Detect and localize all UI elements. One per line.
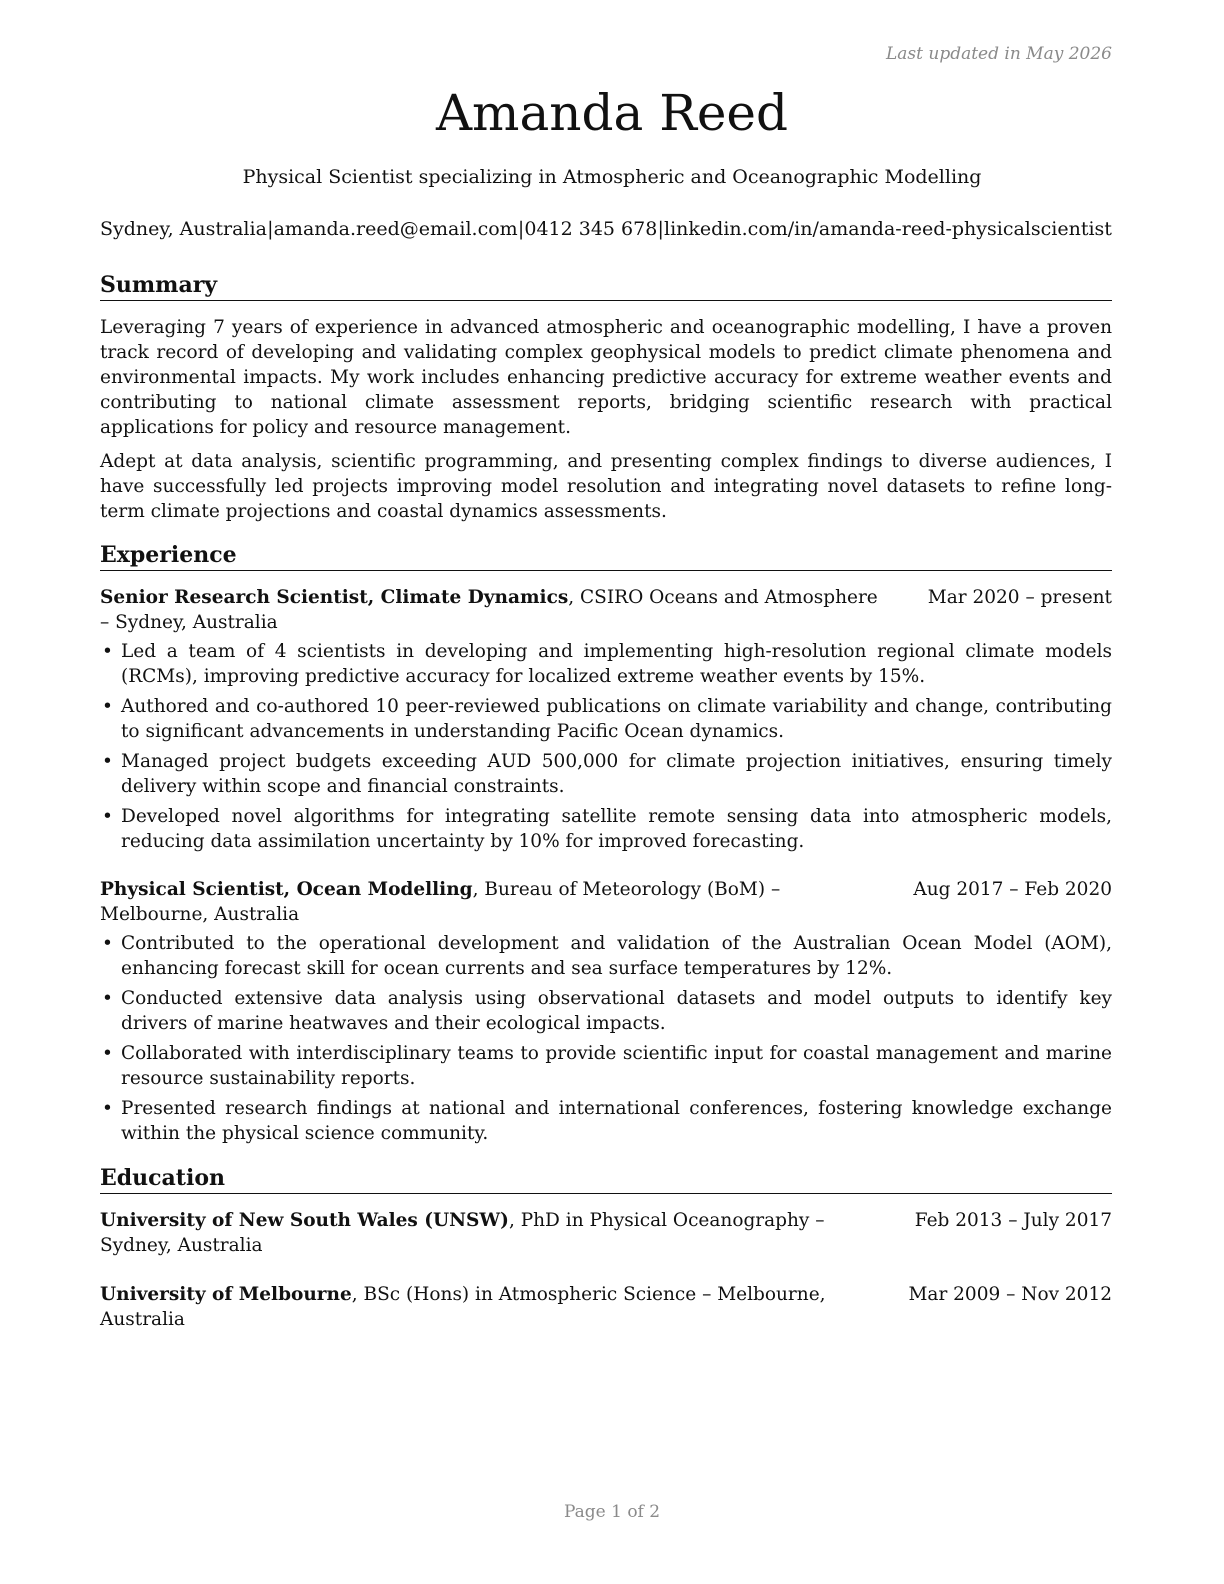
education-entry	[100, 1208, 1112, 1258]
contact-phone: 0412 345 678	[524, 218, 658, 240]
job-bullet: • Managed project budgets exceeding AUD 500,000 for climate projection initiatives, ensuring timely delivery within scope and financial constraints.	[100, 749, 1112, 799]
job-header	[100, 585, 1112, 635]
job-dates: Mar 2020 – present	[927, 587, 1112, 608]
job-bullet: • Presented research findings at national and international conferences, fostering knowledge exchange within the physical science community.	[100, 1096, 1112, 1146]
education-dates: Feb 2013 – July 2017	[914, 1210, 1112, 1231]
contact-separator: |	[267, 218, 274, 240]
job-bullets	[100, 639, 1112, 854]
page-number: Page 1 of 2	[563, 1502, 661, 1522]
education-detail: , BSc (Hons) in Atmospheric Science – Melbourne, Australia	[100, 1284, 826, 1330]
contact-linkedin[interactable]: linkedin.com/in/amanda-reed-physicalscientist	[664, 218, 1112, 240]
job-bullet: • Developed novel algorithms for integrating satellite remote sensing data into atmospheric models, reducing data assimilation uncertainty by 10% for improved forecasting.	[100, 804, 1112, 854]
education-detail: , PhD in Physical Oceanography – Sydney, Australia	[100, 1210, 825, 1256]
job-header	[100, 877, 1112, 927]
job-bullet: • Conducted extensive data analysis using observational datasets and model outputs to identify key drivers of marine heatwaves and their ecological impacts.	[100, 986, 1112, 1036]
job-role: Physical Scientist, Ocean Modelling	[100, 879, 473, 900]
contact-separator: |	[517, 218, 525, 240]
job-bullet: • Contributed to the operational development and validation of the Australian Ocean Model (AOM), enhancing forecast skill for ocean currents and sea surface temperatures by 12%.	[100, 931, 1112, 981]
job-bullets	[100, 931, 1112, 1146]
experience-heading: Experience	[100, 540, 1112, 571]
candidate-name: Amanda Reed	[435, 84, 789, 142]
contact-location: Sydney, Australia	[100, 218, 267, 240]
job-org: , Bureau of Meteorology (BoM) – Melbourne, Australia	[100, 879, 781, 925]
contact-email[interactable]: amanda.reed@email.com	[273, 218, 518, 240]
job-bullet: • Authored and co-authored 10 peer-reviewed publications on climate variability and change, contributing to significant advancements in understanding Pacific Ocean dynamics.	[100, 694, 1112, 744]
job-role: Senior Research Scientist, Climate Dynamics	[100, 587, 569, 608]
job-entry	[100, 877, 1112, 1146]
job-entry	[100, 585, 1112, 854]
job-bullet: • Collaborated with interdisciplinary teams to provide scientific input for coastal management and marine resource sustainability reports.	[100, 1041, 1112, 1091]
tagline: Physical Scientist specializing in Atmospheric and Oceanographic Modelling	[242, 166, 982, 188]
education-entry	[100, 1282, 1112, 1332]
contact-separator: |	[657, 218, 664, 240]
education-dates: Mar 2009 – Nov 2012	[908, 1284, 1112, 1305]
resume-content	[100, 270, 1112, 1332]
job-dates: Aug 2017 – Feb 2020	[913, 879, 1112, 900]
education-school: University of New South Wales (UNSW)	[100, 1210, 509, 1231]
education-school: University of Melbourne	[100, 1284, 352, 1305]
summary-paragraph-1: Leveraging 7 years of experience in advanced atmospheric and oceanographic modelling, I have a proven track record of developing and validating complex geophysical models to predict climate phenomena and environmental impacts. My work includes enhancing predictive accuracy for extreme weather events and contributing to national climate assessment reports, bridging scientific research with practical applications for policy and resource management.	[100, 317, 1112, 438]
contact-line	[100, 218, 1112, 240]
education-heading: Education	[100, 1163, 1112, 1194]
summary-paragraph-2: Adept at data analysis, scientific programming, and presenting complex findings to diverse audiences, I have successfully led projects improving model resolution and integrating novel datasets to refine long-term climate projections and coastal dynamics assessments.	[100, 451, 1112, 522]
job-org: , CSIRO Oceans and Atmosphere – Sydney, Australia	[100, 587, 878, 633]
summary-heading: Summary	[100, 270, 1112, 301]
last-updated: Last updated in May 2026	[885, 44, 1112, 64]
job-bullet: • Led a team of 4 scientists in developing and implementing high-resolution regional climate models (RCMs), improving predictive accuracy for localized extreme weather events by 15%.	[100, 639, 1112, 689]
